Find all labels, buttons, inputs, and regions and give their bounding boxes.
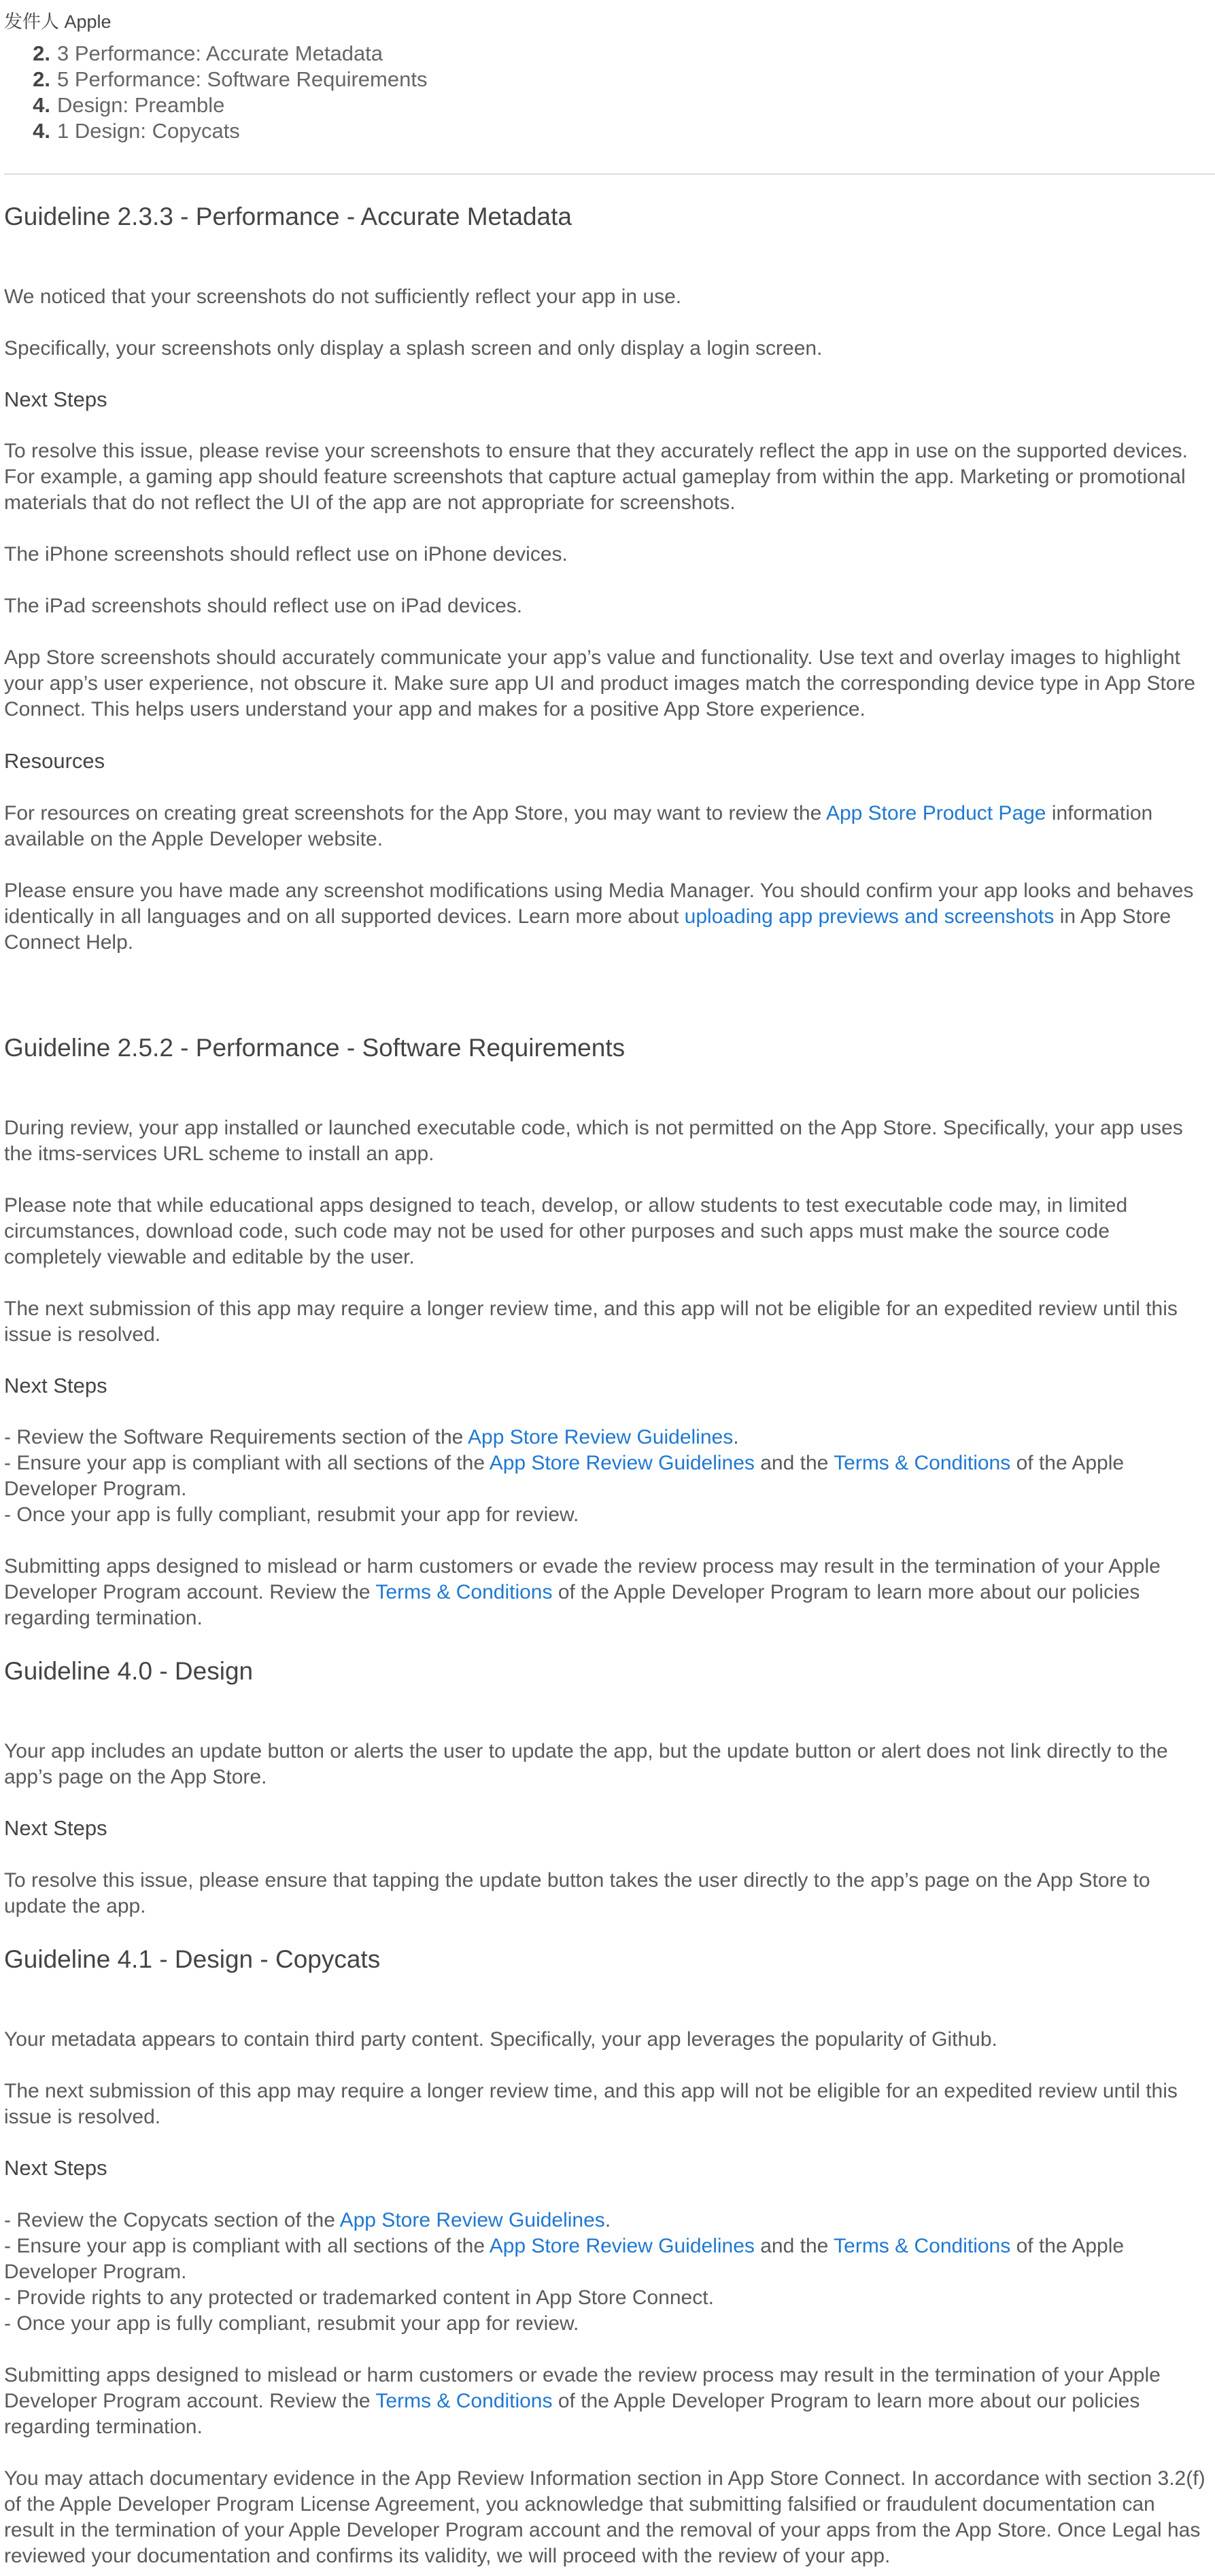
text-run: identically in all languages and on all supported devices. Learn more about [4, 905, 685, 928]
paragraph-line: To resolve this issue, please ensure that tapping the update button takes the user directly to the app’s page on the App Store to [4, 1869, 1150, 1892]
text-run: of the Apple [1010, 2235, 1125, 2257]
text-run: information [1046, 802, 1153, 824]
paragraph: The iPad screenshots should reflect use on iPad devices. [4, 595, 523, 617]
text-run: - Review the Copycats section of the [4, 2209, 340, 2231]
paragraph-line: Please note that while educational apps designed to teach, develop, or allow students to test executable code may, in limited [4, 1194, 1128, 1217]
summary-item [27, 41, 427, 67]
text-run: Developer Program account. Review the [4, 2390, 376, 2412]
text-run: in App Store [1054, 905, 1171, 928]
text-run: of the Apple Developer Program to learn more about our policies [552, 1581, 1140, 1603]
summary-item-number: 2. [33, 41, 50, 65]
summary-item-number: 2. [33, 67, 50, 91]
paragraph-line: materials that do not reflect the UI of the app are not appropriate for screenshots. [4, 491, 736, 514]
text-run: of the Apple [1010, 1452, 1125, 1474]
resources-heading: Resources [4, 749, 105, 773]
paragraph-line [4, 1580, 1215, 1605]
summary-item-number: 4. [33, 119, 50, 143]
paragraph-line: completely viewable and editable by the user. [4, 1246, 415, 1268]
summary-item [27, 92, 427, 118]
summary-item-text: 1 Design: Copycats [57, 119, 240, 143]
paragraph: The iPhone screenshots should reflect use on iPhone devices. [4, 543, 568, 565]
text-run: of the Apple Developer Program to learn more about our policies [552, 2390, 1140, 2412]
paragraph-line: Connect. This helps users understand your app and makes for a positive App Store experience. [4, 698, 866, 720]
paragraph-line: For example, a gaming app should feature screenshots that capture actual gameplay from within the app. Marketing or promotional [4, 466, 1186, 488]
paragraph-line [4, 904, 1215, 930]
paragraph-line: your app’s user experience, not obscure it. Make sure app UI and product images match the corresponding device type in App Store [4, 672, 1196, 695]
text-run: . [604, 2209, 611, 2231]
uploading-previews-link[interactable]: uploading app previews and screenshots [684, 905, 1055, 928]
paragraph-line: of the Apple Developer Program License Agreement, you acknowledge that submitting falsified or fraudulent documentation can [4, 2493, 1155, 2516]
text-run: - Ensure your app is compliant with all sections of the [4, 2235, 490, 2257]
guideline-2-5-2-heading: Guideline 2.5.2 - Performance - Software Requirements [4, 1034, 626, 1062]
divider [4, 173, 1215, 175]
paragraph: We noticed that your screenshots do not sufficiently reflect your app in use. [4, 285, 682, 308]
next-steps-heading: Next Steps [4, 387, 107, 411]
list-item [4, 2208, 1215, 2233]
next-steps-heading: Next Steps [4, 1816, 107, 1840]
review-guidelines-link[interactable]: App Store Review Guidelines [468, 1426, 734, 1448]
paragraph-line: To resolve this issue, please revise your screenshots to ensure that they accurately reflect the app in use on the supported devices. [4, 440, 1188, 462]
list-item-continuation: Developer Program. [4, 1478, 187, 1500]
list-item: - Provide rights to any protected or trademarked content in App Store Connect. [4, 2286, 714, 2309]
terms-conditions-link[interactable]: Terms & Conditions [375, 1581, 553, 1603]
terms-conditions-link[interactable]: Terms & Conditions [375, 2390, 553, 2412]
paragraph [4, 2363, 1215, 2440]
paragraph [4, 1868, 1215, 1919]
review-guidelines-link[interactable]: App Store Review Guidelines [339, 2209, 605, 2231]
paragraph-line: App Store screenshots should accurately communicate your app’s value and functionality. Use text and overlay images to highlight [4, 646, 1180, 669]
paragraph-line: issue is resolved. [4, 1323, 161, 1346]
paragraph-line [4, 801, 1215, 826]
next-steps-list [4, 1425, 1215, 1528]
next-steps-heading: Next Steps [4, 1374, 107, 1397]
summary-item [27, 67, 427, 92]
review-guidelines-link[interactable]: App Store Review Guidelines [489, 2235, 755, 2257]
paragraph-line: result in the termination of your Apple Developer Program account and the removal of your apps from the App Store. Once Legal has [4, 2519, 1201, 2541]
paragraph-line: Please ensure you have made any screenshot modifications using Media Manager. You should confirm your app looks and behaves [4, 880, 1194, 902]
paragraph-line [4, 2388, 1215, 2414]
list-item [4, 2233, 1215, 2259]
paragraph [4, 878, 1215, 956]
text-run: and the [754, 2235, 834, 2257]
paragraph-line: regarding termination. [4, 2416, 203, 2438]
next-steps-list [4, 2208, 1215, 2337]
summary-item-text: Design: Preamble [57, 93, 225, 117]
sender-line: 发件人 Apple [4, 12, 112, 32]
paragraph-line: Your app includes an update button or alerts the user to update the app, but the update button or alert does not link directly to the [4, 1740, 1168, 1762]
paragraph-line: You may attach documentary evidence in the App Review Information section in App Store Connect. In accordance with section 3.2(f) [4, 2467, 1205, 2490]
paragraph-line: issue is resolved. [4, 2106, 161, 2128]
summary-item-number: 4. [33, 93, 50, 117]
paragraph [4, 1739, 1215, 1790]
paragraph-line: Connect Help. [4, 931, 134, 954]
text-run: Developer Program account. Review the [4, 1581, 376, 1603]
paragraph-line: available on the Apple Developer website. [4, 828, 383, 850]
paragraph [4, 1296, 1215, 1348]
text-run: For resources on creating great screenshots for the App Store, you may want to review the [4, 802, 826, 824]
paragraph-line: circumstances, download code, such code may not be used for other purposes and such apps must make the source code [4, 1220, 1110, 1242]
summary-item-text: 5 Performance: Software Requirements [57, 67, 428, 91]
review-guidelines-link[interactable]: App Store Review Guidelines [489, 1452, 755, 1474]
list-item: - Once your app is fully compliant, resubmit your app for review. [4, 1503, 579, 1526]
terms-conditions-link[interactable]: Terms & Conditions [834, 2235, 1011, 2257]
paragraph-line: reviewed your documentation and confirms its validity, we will proceed with the review of your app. [4, 2545, 891, 2567]
paragraph [4, 801, 1215, 852]
summary-item-text: 3 Performance: Accurate Metadata [57, 41, 383, 65]
list-item-continuation: Developer Program. [4, 2261, 187, 2283]
paragraph [4, 2466, 1215, 2569]
paragraph [4, 438, 1215, 516]
paragraph-line: app’s page on the App Store. [4, 1766, 267, 1788]
paragraph [4, 2078, 1215, 2130]
paragraph: Specifically, your screenshots only display a splash screen and only display a login screen. [4, 337, 823, 360]
paragraph-line: During review, your app installed or launched executable code, which is not permitted on the App Store. Specifically, your app uses [4, 1117, 1183, 1139]
paragraph-line: Submitting apps designed to mislead or harm customers or evade the review process may result in the termination of your Apple [4, 2364, 1161, 2386]
guideline-4-0-heading: Guideline 4.0 - Design [4, 1657, 254, 1685]
guideline-4-1-heading: Guideline 4.1 - Design - Copycats [4, 1945, 381, 1973]
app-store-product-page-link[interactable]: App Store Product Page [825, 802, 1046, 824]
paragraph [4, 645, 1215, 723]
text-run: . [733, 1426, 739, 1448]
next-steps-heading: Next Steps [4, 2156, 107, 2180]
text-run: - Review the Software Requirements section of the [4, 1426, 468, 1448]
text-run: - Ensure your app is compliant with all sections of the [4, 1452, 490, 1474]
paragraph-line: the itms-services URL scheme to install an app. [4, 1143, 434, 1165]
paragraph-line: regarding termination. [4, 1607, 203, 1629]
list-item [4, 1450, 1215, 1476]
paragraph-line: Submitting apps designed to mislead or harm customers or evade the review process may result in the termination of your Apple [4, 1555, 1161, 1578]
list-item [4, 1425, 1215, 1450]
paragraph [4, 1115, 1215, 1167]
paragraph [4, 1193, 1215, 1270]
guideline-summary-list [27, 41, 427, 144]
summary-item [27, 118, 427, 144]
paragraph: Your metadata appears to contain third party content. Specifically, your app leverages the popularity of Github. [4, 2028, 997, 2051]
list-item: - Once your app is fully compliant, resubmit your app for review. [4, 2312, 579, 2335]
guideline-2-3-3-heading: Guideline 2.3.3 - Performance - Accurate Metadata [4, 203, 572, 230]
paragraph-line: The next submission of this app may require a longer review time, and this app will not be eligible for an expedited review until this [4, 2080, 1178, 2102]
paragraph-line: update the app. [4, 1895, 146, 1917]
text-run: and the [754, 1452, 834, 1474]
paragraph [4, 1554, 1215, 1631]
paragraph-line: The next submission of this app may require a longer review time, and this app will not be eligible for an expedited review until this [4, 1298, 1178, 1320]
terms-conditions-link[interactable]: Terms & Conditions [834, 1452, 1011, 1474]
